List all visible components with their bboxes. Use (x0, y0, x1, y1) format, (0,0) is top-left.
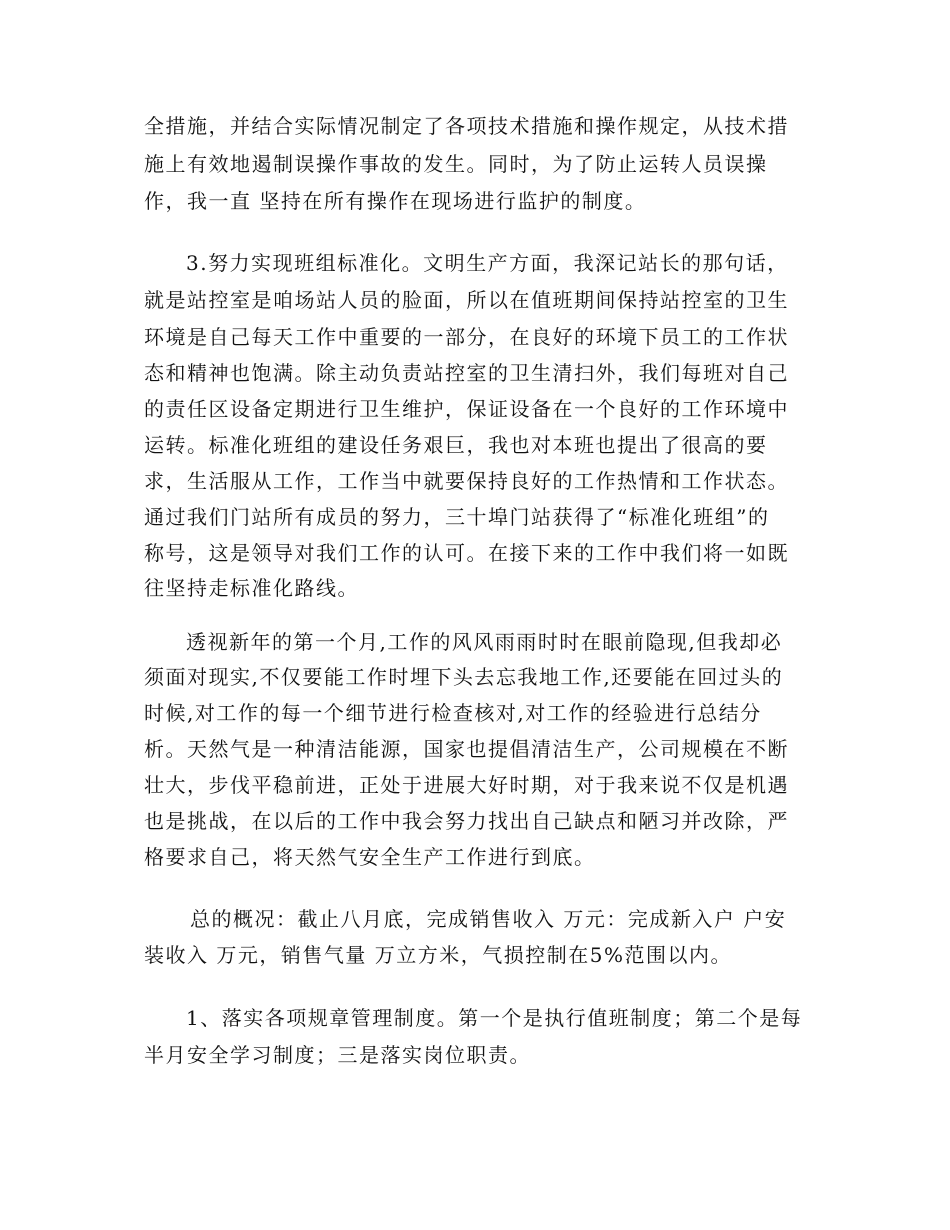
text-line: 析。天然气是一种清洁能源，国家也提倡清洁生产，公司规模在不断 (144, 737, 789, 761)
text-line: 作，我一直 坚持在所有操作在现场进行监护的制度。 (144, 189, 647, 213)
text-line: 总的概况：截止八月底，完成销售收入 万元：完成新入户 户安 (190, 907, 787, 931)
text-line: 须面对现实,不仅要能工作时埋下头去忘我地工作,还要能在回过头的 (144, 665, 784, 689)
text-line: 往坚持走标准化路线。 (144, 576, 359, 600)
text-line: 时候,对工作的每一个细节进行检查核对,对工作的经验进行总结分 (144, 701, 762, 725)
text-line: 称号，这是领导对我们工作的认可。在接下来的工作中我们将一如既 (144, 541, 789, 565)
text-line: 格要求自己，将天然气安全生产工作进行到底。 (144, 845, 596, 869)
text-line: 壮大，步伐平稳前进，正处于进展大好时期，对于我来说不仅是机遇 (144, 773, 789, 797)
text-line: 通过我们门站所有成员的努力，三十埠门站获得了“标准化班组”的 (144, 505, 770, 529)
text-line: 全措施，并结合实际情况制定了各项技术措施和操作规定，从技术措 (144, 114, 789, 138)
text-line: 环境是自己每天工作中重要的一部分，在良好的环境下员工的工作状 (144, 325, 789, 349)
text-line: 也是挑战，在以后的工作中我会努力找出自己缺点和陋习并改除，严 (144, 809, 789, 833)
text-line: 装收入 万元，销售气量 万立方米，气损控制在5%范围以内。 (144, 943, 732, 967)
text-line: 运转。标准化班组的建设任务艰巨，我也对本班也提出了很高的要 (144, 433, 768, 457)
text-line: 施上有效地遏制误操作事故的发生。同时，为了防止运转人员误操 (144, 152, 768, 176)
text-line: 就是站控室是咱场站人员的脸面，所以在值班期间保持站控室的卫生 (144, 288, 789, 312)
text-line: 的责任区设备定期进行卫生维护，保证设备在一个良好的工作环境中 (144, 397, 789, 421)
text-line: 半月安全学习制度；三是落实岗位职责。 (144, 1043, 531, 1067)
text-line: 3.努力实现班组标准化。文明生产方面，我深记站长的那句话， (186, 251, 789, 275)
text-line: 求，生活服从工作，工作当中就要保持良好的工作热情和工作状态。 (144, 469, 789, 493)
text-line: 透视新年的第一个月,工作的风风雨雨时时在眼前隐现,但我却必 (186, 630, 783, 654)
text-line: 态和精神也饱满。除主动负责站控室的卫生清扫外，我们每班对自己 (144, 361, 789, 385)
text-line: 1、落实各项规章管理制度。第一个是执行值班制度；第二个是每 (186, 1006, 803, 1030)
